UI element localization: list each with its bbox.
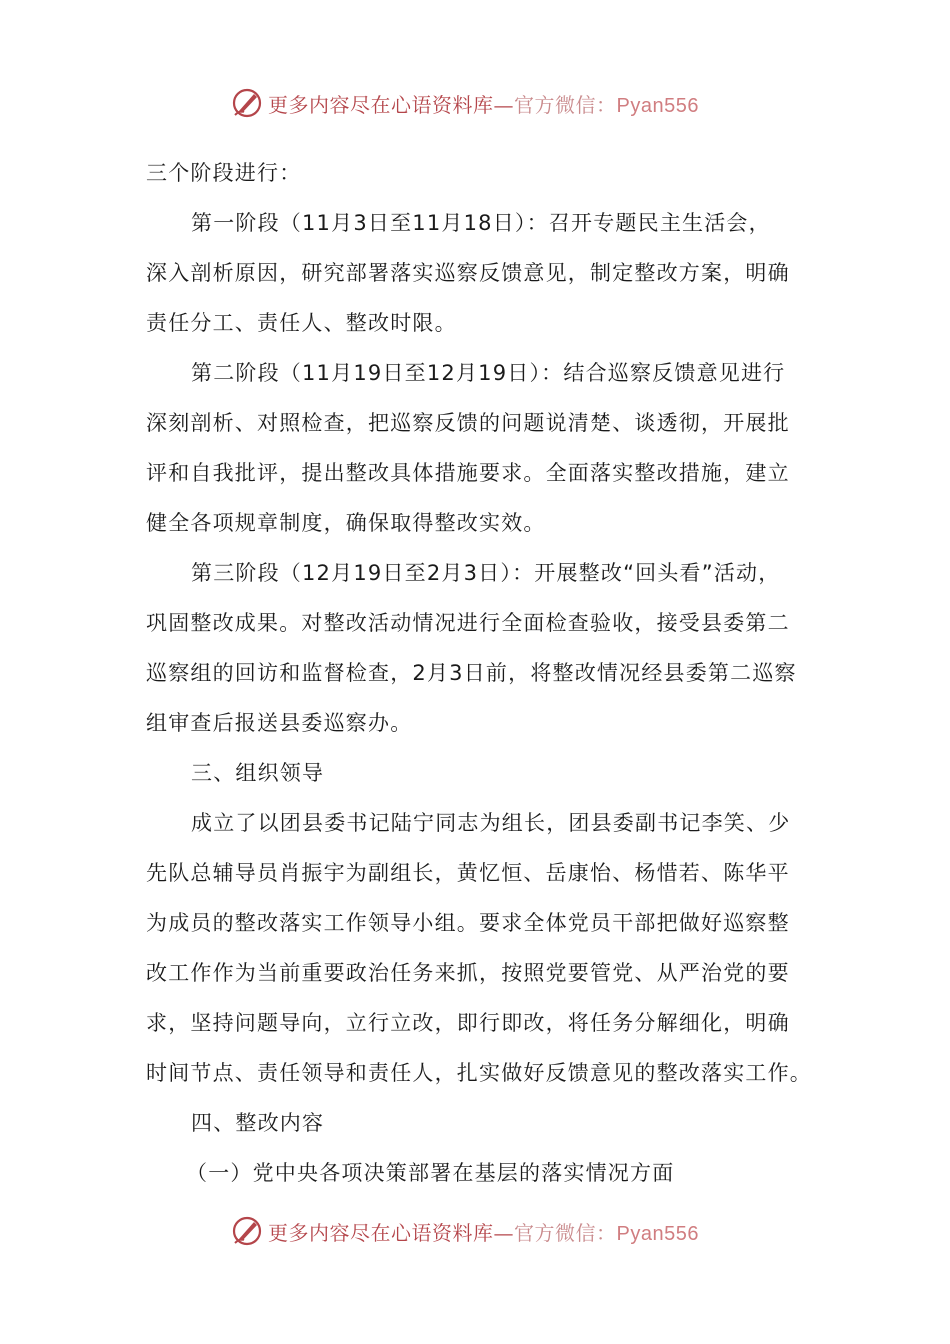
text-line: 三个阶段进行： (146, 161, 302, 185)
stage-two-heading: 第二阶段（11月19日至12月19日）：结合巡察反馈意见进行 (191, 361, 786, 385)
document-body (146, 148, 810, 1198)
text-line: 责任分工、责任人、整改时限。 (146, 311, 457, 335)
text-line: 为成员的整改落实工作领导小组。要求全体党员干部把做好巡察整 (146, 911, 790, 935)
text-line: 时间节点、责任领导和责任人，扎实做好反馈意见的整改落实工作。 (146, 1061, 812, 1085)
watermark-banner-bottom (230, 1214, 750, 1248)
text-line: 健全各项规章制度，确保取得整改实效。 (146, 511, 546, 535)
text-line: 先队总辅导员肖振宇为副组长，黄忆恒、岳康怡、杨惜若、陈华平 (146, 861, 790, 885)
quill-logo-icon (230, 86, 264, 120)
text-line: 巩固整改成果。对整改活动情况进行全面检查验收，接受县委第二 (146, 611, 790, 635)
stage-three-heading: 第三阶段（12月19日至2月3日）：开展整改“回头看”活动， (191, 561, 781, 585)
text-line: 成立了以团县委书记陆宁同志为组长，团县委副书记李笑、少 (191, 811, 791, 835)
watermark-text: 更多内容尽在心语资料库—官方微信：Pyan556 (268, 1220, 699, 1245)
section-heading-content: 四、整改内容 (191, 1111, 325, 1135)
subsection-heading: （一）党中央各项决策部署在基层的落实情况方面 (186, 1161, 675, 1185)
stage-one-heading: 第一阶段（11月3日至11月18日）：召开专题民主生活会， (191, 211, 771, 235)
text-line: 深入剖析原因，研究部署落实巡察反馈意见，制定整改方案，明确 (146, 261, 790, 285)
text-line: 组审查后报送县委巡察办。 (146, 711, 413, 735)
text-line: 深刻剖析、对照检查，把巡察反馈的问题说清楚、谈透彻，开展批 (146, 411, 790, 435)
text-line: 评和自我批评，提出整改具体措施要求。全面落实整改措施，建立 (146, 461, 790, 485)
text-line: 求，坚持问题导向，立行立改，即行即改，将任务分解细化，明确 (146, 1011, 790, 1035)
quill-logo-icon (230, 1214, 264, 1248)
watermark-banner-top (230, 86, 750, 120)
text-line: 巡察组的回访和监督检查，2月3日前，将整改情况经县委第二巡察 (146, 661, 797, 685)
watermark-text: 更多内容尽在心语资料库—官方微信：Pyan556 (268, 92, 699, 117)
section-heading-leadership: 三、组织领导 (191, 761, 325, 785)
text-line: 改工作作为当前重要政治任务来抓，按照党要管党、从严治党的要 (146, 961, 790, 985)
